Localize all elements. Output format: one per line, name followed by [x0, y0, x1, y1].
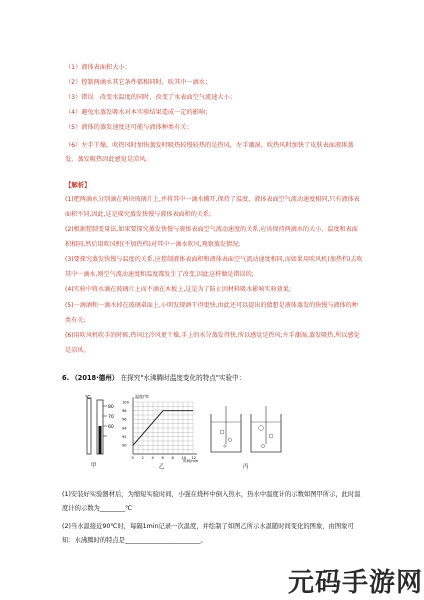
thermo-mark-60: 60	[108, 425, 114, 430]
question-source: （2018·德州）	[71, 374, 119, 382]
answer-2: （2）控制两滴水其它条件都相同时，吹其中一滴水；	[65, 79, 212, 86]
graph-x-tick-label: 4	[151, 456, 154, 460]
graph-y-ticks	[122, 400, 130, 447]
graph-x-label: 时间/min	[183, 459, 199, 463]
graph-y-tick-label: 100	[122, 400, 129, 405]
analysis-para-3: (3)要探究蒸发快慢与温度的关系,应控制液体表面积和液体表面空气流动速度相同,而如果用吹风机(加热档)去吹其中一滴水,则空气流动速度和温度都发生了改变,因此这样做是错误的;	[65, 256, 363, 278]
thermo-unit: ℃	[85, 395, 91, 401]
answer-1: （1）液体表面积大小；	[65, 64, 131, 71]
question-title	[62, 372, 245, 382]
question-sub-1: (1)安装好实验器材后，为缩短实验时间，小强在烧杯中倒入热水，热水中温度计的示数如图甲所示，此时温度计的示数为________℃	[62, 491, 361, 512]
temperature-graph-yi	[122, 393, 198, 470]
question-number: 6.	[62, 374, 70, 382]
answer-4: （4）避免水蒸发吸水对本实验结果造成一定的影响；	[65, 109, 212, 116]
graph-x-tick-label: 8	[171, 456, 174, 460]
experiment-figure	[85, 392, 315, 472]
analysis-para-4: (4)实验中将水滴在玻璃片上而不滴在木板上,这是为了防止因材料吸水影响实验效果;	[65, 286, 291, 293]
analysis-para-2: (2)根据控制变量法,如果要探究蒸发快慢与液体表面空气流动速度的关系,应该保持两滴水的大小、温度和表面积相同,然后用吹风机(不加热档)对其中一滴水吹风,观察蒸发情况;	[65, 226, 358, 248]
graph-x-tick-label: 10	[181, 456, 187, 460]
analysis-para-1: (1)把两滴水分别滴在两块玻璃片上,并将其中一滴水摊开,保持了温度、液体表面空气流动速度相同,只有液体表面积不同,因此,这是探究蒸发快慢与液体表面积的关系;	[65, 196, 360, 218]
graph-x-tick-label: 2	[141, 456, 144, 460]
answer-3: （3）错误 改变水温度的同时，改变了水表面空气流速大小；	[65, 94, 236, 101]
label-jia: 甲	[91, 463, 97, 469]
graph-grid	[133, 402, 193, 454]
graph-x-tick-label: 6	[161, 456, 164, 460]
site-watermark: 元码手游网	[288, 568, 424, 598]
answer-6: （6）左手干燥，吹热风时加快蒸发时吸热较慢较热的是热风，左手潮湿，吹热风时加快了皮肤表面液体蒸发，蒸发吸热因此感觉是凉风。	[65, 142, 354, 163]
analysis-para-5: (5)一滴酒和一滴水掉在玻璃桌面上,小明发现酒干得更快,由此还可以提出的猜想是液体蒸发的快慢与液体的种类有关;	[65, 302, 358, 324]
thermo-mark-80: 80	[108, 405, 114, 410]
question-stem: 在探究"水沸腾时温度变化的特点"实验中：	[120, 374, 246, 382]
thermometer-jia	[85, 395, 114, 469]
label-bing: 丙	[243, 464, 249, 470]
graph-y-label: 温度/℃	[135, 394, 149, 399]
beakers-bing	[211, 406, 281, 470]
answer-5: （5）液体的蒸发速度还可能与液体种类有关；	[65, 124, 193, 131]
graph-x-tick-label: 0	[131, 456, 134, 460]
analysis-para-6: (6)用吹风机吹手的时候,热风比冷风更干燥,手上的水分蒸发得快,所以感觉是热风;左手潮湿,蒸发吸热,所以感觉是凉风。	[65, 332, 360, 354]
graph-y-tick-label: 98	[122, 408, 127, 413]
figure-svg	[85, 392, 315, 472]
graph-y-tick-label: 96	[122, 417, 127, 422]
graph-x-tick-label: 12	[191, 456, 197, 460]
thermo-mark-70: 70	[108, 415, 114, 420]
graph-y-tick-label: 90	[122, 443, 127, 448]
analysis-label: 【解析】	[65, 181, 91, 189]
label-yi: 乙	[159, 464, 165, 470]
graph-y-tick-label: 94	[122, 426, 127, 431]
question-sub-2: (2)当水温接近90℃时，每隔1min记录一次温度，并绘制了如图乙所示水温随时间变化的图象，由图象可知：水沸腾时的特点是________________________。	[62, 523, 354, 544]
graph-y-tick-label: 92	[122, 434, 127, 439]
